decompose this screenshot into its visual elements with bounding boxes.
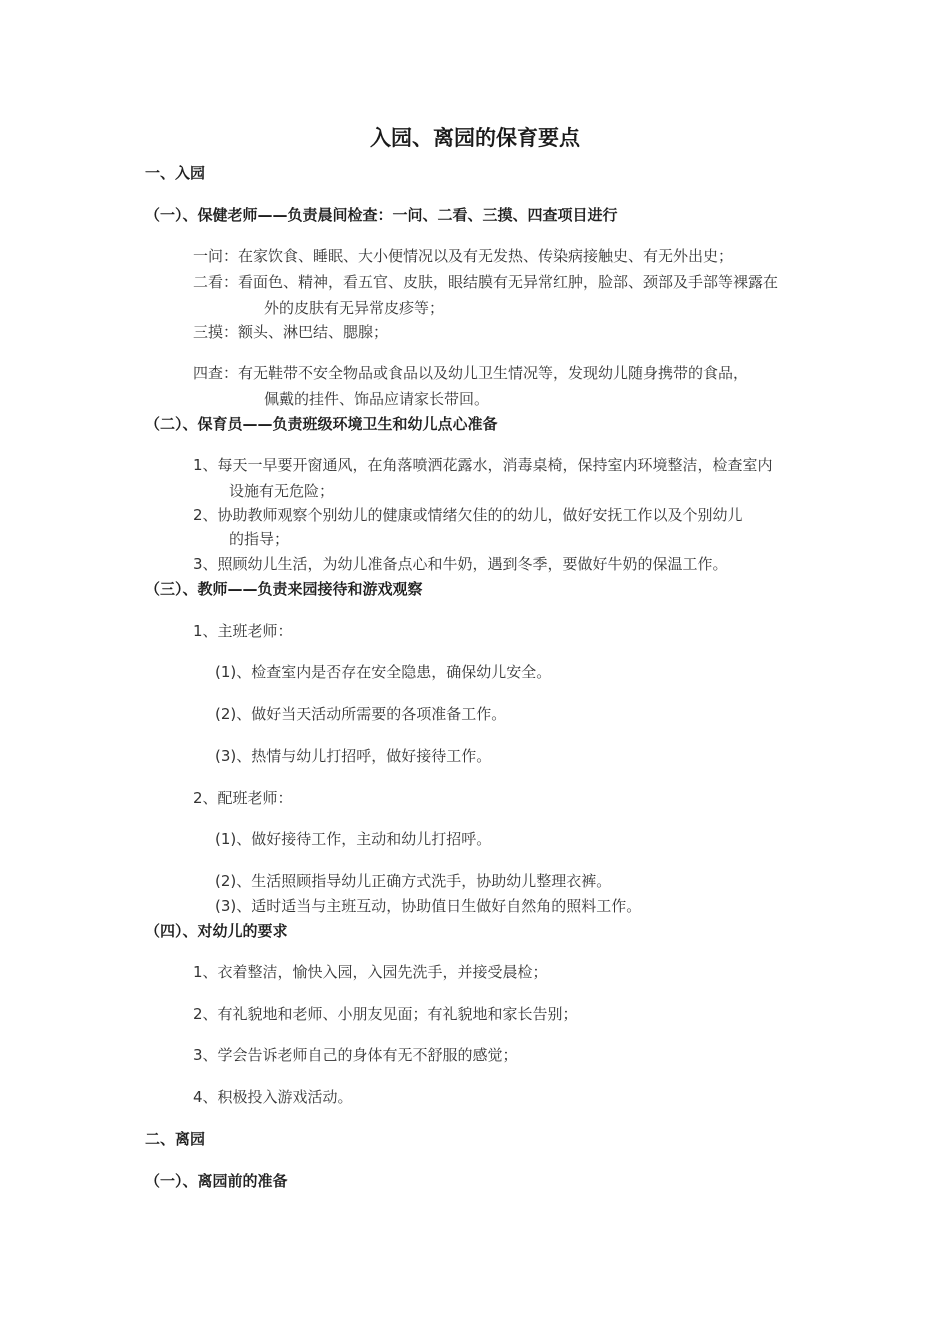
list-item-continuation: 的指导； bbox=[229, 530, 290, 548]
list-item-continuation: 佩戴的挂件、饰品应请家长带回。 bbox=[264, 390, 490, 408]
subsection-heading-departure-prep: （一）、离园前的准备 bbox=[145, 1172, 288, 1190]
list-item: 四查：有无鞋带不安全物品或食品以及幼儿卫生情况等，发现幼儿随身携带的食品， bbox=[193, 364, 749, 382]
list-item: (2)、生活照顾指导幼儿正确方式洗手，协助幼儿整理衣裤。 bbox=[215, 872, 612, 890]
list-item: 1、衣着整洁，愉快入园，入园先洗手，并接受晨检； bbox=[193, 963, 548, 981]
list-item: (3)、适时适当与主班互动，协助值日生做好自然角的照料工作。 bbox=[215, 897, 642, 915]
subsection-heading-health-teacher: （一）、保健老师——负责晨间检查：一问、二看、三摸、四查项目进行 bbox=[145, 206, 618, 224]
list-item: 3、学会告诉老师自己的身体有无不舒服的感觉； bbox=[193, 1046, 518, 1064]
subsection-heading-child-requirements: （四）、对幼儿的要求 bbox=[145, 922, 288, 940]
list-item: (1)、做好接待工作，主动和幼儿打招呼。 bbox=[215, 830, 492, 848]
subsection-heading-caregiver: （二）、保育员——负责班级环境卫生和幼儿点心准备 bbox=[145, 415, 498, 433]
list-item: 1、主班老师： bbox=[193, 622, 293, 640]
subsection-heading-teacher: （三）、教师——负责来园接待和游戏观察 bbox=[145, 580, 423, 598]
section-heading-departure: 二、离园 bbox=[145, 1130, 206, 1148]
section-heading-entry: 一、入园 bbox=[145, 164, 206, 182]
list-item: (3)、热情与幼儿打招呼，做好接待工作。 bbox=[215, 747, 492, 765]
list-item: 2、配班老师： bbox=[193, 789, 293, 807]
list-item: 三摸：额头、淋巴结、腮腺； bbox=[193, 323, 389, 341]
document-title: 入园、离园的保育要点 bbox=[370, 126, 580, 150]
list-item: 2、协助教师观察个别幼儿的健康或情绪欠佳的的幼儿，做好安抚工作以及个别幼儿 bbox=[193, 506, 743, 524]
list-item: 3、照顾幼儿生活，为幼儿准备点心和牛奶，遇到冬季，要做好牛奶的保温工作。 bbox=[193, 555, 728, 573]
list-item: 1、每天一早要开窗通风，在角落喷洒花露水，消毒桌椅，保持室内环境整洁，检查室内 bbox=[193, 456, 773, 474]
list-item: 4、积极投入游戏活动。 bbox=[193, 1088, 353, 1106]
list-item-continuation: 设施有无危险； bbox=[229, 482, 335, 500]
list-item: (2)、做好当天活动所需要的各项准备工作。 bbox=[215, 705, 507, 723]
list-item: 2、有礼貌地和老师、小朋友见面；有礼貌地和家长告别； bbox=[193, 1005, 578, 1023]
list-item: (1)、检查室内是否存在安全隐患，确保幼儿安全。 bbox=[215, 663, 552, 681]
list-item-continuation: 外的皮肤有无异常皮疹等； bbox=[264, 299, 445, 317]
list-item: 二看：看面色、精神，看五官、皮肤，眼结膜有无异常红肿，脸部、颈部及手部等裸露在 bbox=[193, 273, 779, 291]
list-item: 一问：在家饮食、睡眠、大小便情况以及有无发热、传染病接触史、有无外出史； bbox=[193, 247, 734, 265]
